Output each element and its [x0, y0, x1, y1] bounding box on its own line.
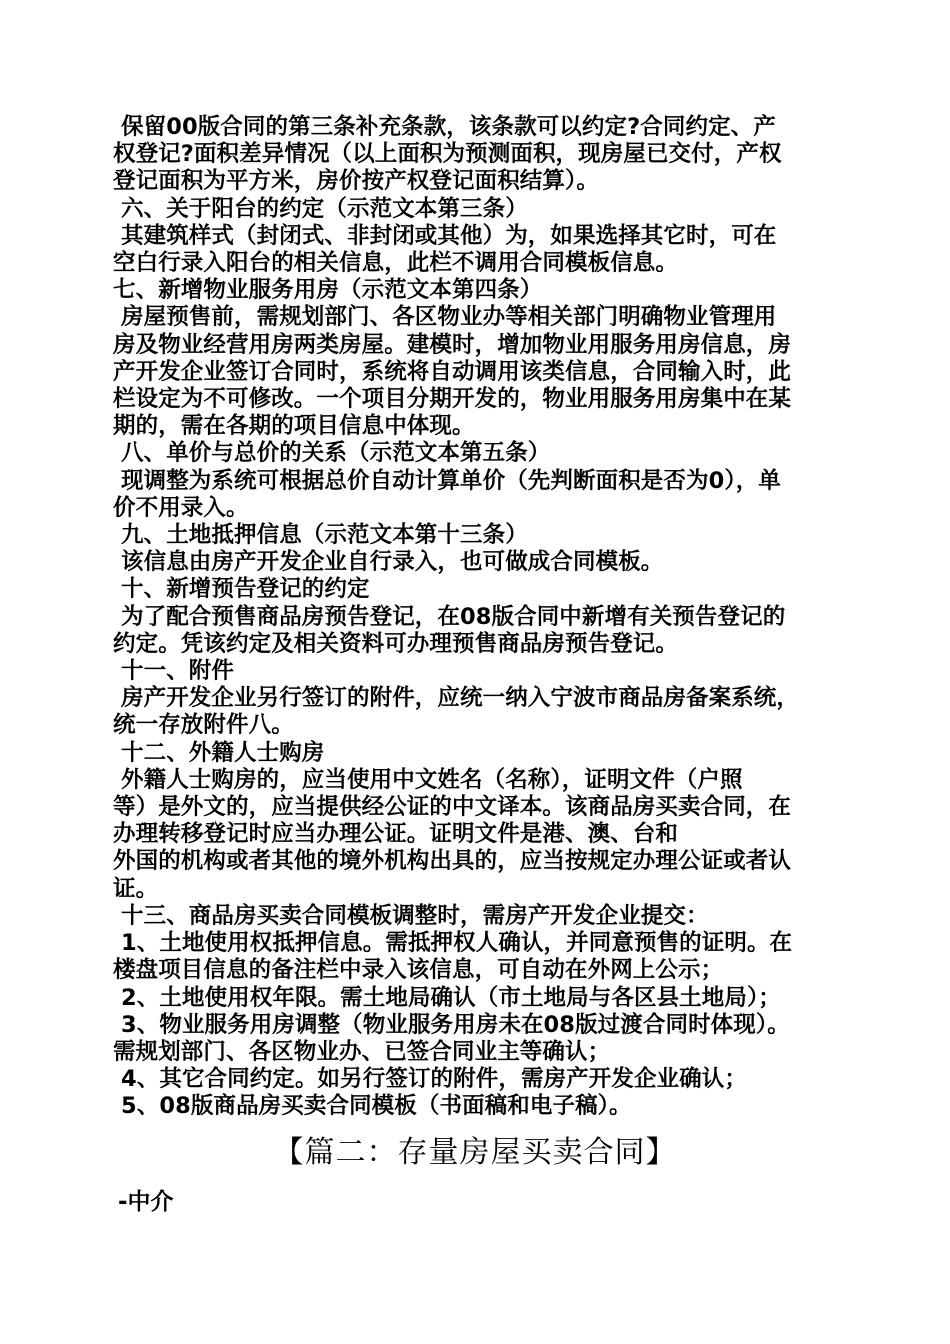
text-line: 其建筑样式（封闭式、非封闭或其他）为，如果选择其它时，可在: [121, 222, 777, 249]
text-line: 统一存放附件八。: [113, 712, 294, 739]
section-heading: 十三、商品房买卖合同模板调整时，需房产开发企业提交：: [121, 902, 709, 929]
subtitle: -中介: [118, 1189, 174, 1215]
section-heading: 九、土地抵押信息（示范文本第十三条）: [121, 522, 528, 549]
text-line: 办理转移登记时应当办理公证。证明文件是港、澳、台和: [113, 821, 679, 848]
text-line: 现调整为系统可根据总价自动计算单价（先判断面积是否为0），单: [121, 467, 781, 494]
text-line: 价不用录入。: [113, 494, 249, 521]
text-line: 登记面积为平方米，房价按产权登记面积结算）。: [113, 168, 599, 195]
list-item: 5、08版商品房买卖合同模板（书面稿和电子稿）。: [121, 1093, 632, 1120]
text-line: 产开发企业签订合同时，系统将自动调用该类信息，合同输入时，此: [113, 358, 792, 385]
list-item: 4、其它合同约定。如另行签订的附件，需房产开发企业确认；: [121, 1066, 747, 1093]
text-line: 该信息由房产开发企业自行录入，也可做成合同模板。: [121, 549, 664, 576]
text-line: 楼盘项目信息的备注栏中录入该信息，可自动在外网上公示；: [113, 957, 724, 984]
section-heading: 七、新增物业服务用房（示范文本第四条）: [113, 277, 543, 304]
text-line: 为了配合预售商品房预告登记，在08版合同中新增有关预告登记的: [121, 603, 786, 630]
section-heading: 十、新增预告登记的约定: [121, 576, 370, 603]
document-body: [113, 114, 837, 1121]
text-line: 房屋预售前，需规划部门、各区物业办等相关部门明确物业管理用: [121, 304, 777, 331]
text-line: 外国的机构或者其他的境外机构出具的，应当按规定办理公证或者认: [113, 848, 792, 875]
section-heading: 十二、外籍人士购房: [121, 739, 325, 766]
text-line: 约定。凭该约定及相关资料可办理预售商品房预告登记。: [113, 630, 679, 657]
text-line: 保留00版合同的第三条补充条款，该条款可以约定?合同约定、产: [121, 114, 776, 140]
list-item: 1、土地使用权抵押信息。需抵押权人确认，并同意预售的证明。在: [121, 930, 793, 957]
text-line: 期的，需在各期的项目信息中体现。: [113, 413, 475, 440]
text-line: 证。: [113, 875, 159, 902]
section-heading: 六、关于阳台的约定（示范文本第三条）: [121, 195, 528, 222]
text-line: 权登记?面积差异情况（以上面积为预测面积，现房屋已交付，产权: [113, 141, 782, 168]
text-line: 需规划部门、各区物业办、已签合同业主等确认；: [113, 1038, 611, 1065]
text-line: 房及物业经营用房两类房屋。建模时，增加物业用服务用房信息，房: [113, 331, 792, 358]
text-line: 空白行录入阳台的相关信息，此栏不调用合同模板信息。: [113, 250, 679, 277]
text-line: 栏设定为不可修改。一个项目分期开发的，物业用服务用房集中在某: [113, 386, 792, 413]
list-item: 2、土地使用权年限。需土地局确认（市土地局与各区县土地局）；: [121, 984, 781, 1011]
section-heading: 十一、附件: [121, 658, 235, 685]
text-line: 外籍人士购房的，应当使用中文姓名（名称），证明文件（户照: [121, 766, 743, 793]
list-item: 3、物业服务用房调整（物业服务用房未在08版过渡合同时体现）。: [121, 1011, 790, 1038]
section-heading: 八、单价与总价的关系（示范文本第五条）: [121, 440, 551, 467]
text-line: 房产开发企业另行签订的附件，应统一纳入宁波市商品房备案系统，: [121, 685, 800, 712]
text-line: 等）是外文的，应当提供经公证的中文译本。该商品房买卖合同，在: [113, 794, 792, 821]
section-title: 【篇二：存量房屋买卖合同】: [273, 1135, 677, 1170]
